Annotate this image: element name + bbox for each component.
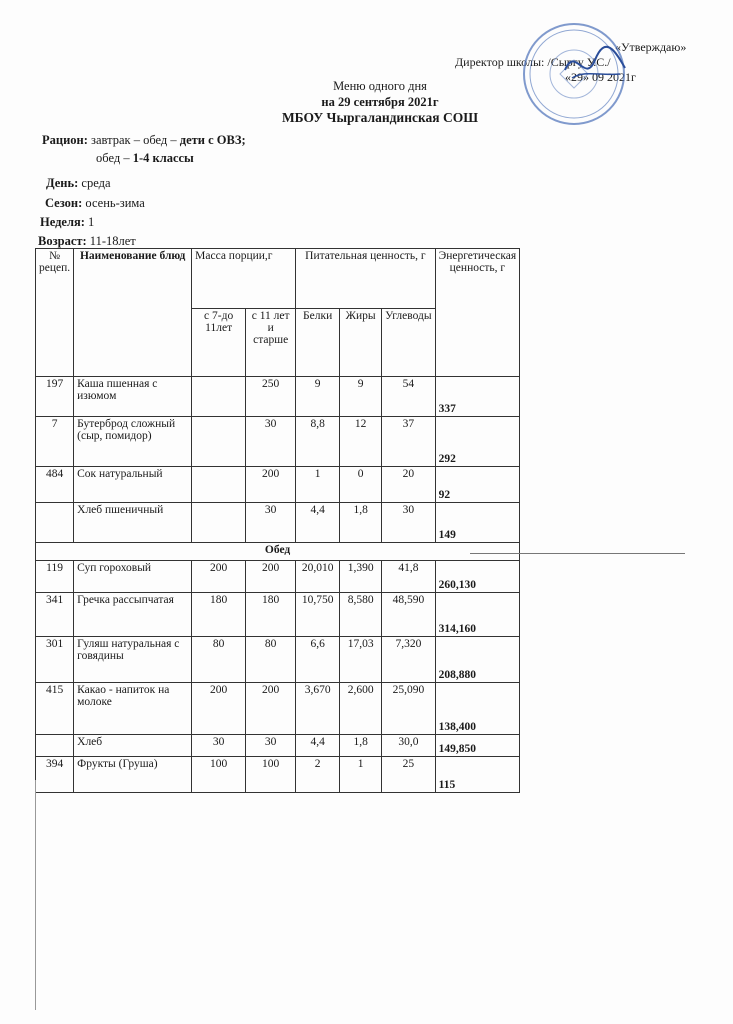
cell-mass-7-11: 30 [192, 735, 246, 757]
cell-mass-11-plus: 30 [246, 735, 296, 757]
breakfast-rows [36, 377, 520, 543]
cell-mass-11-plus: 200 [246, 683, 296, 735]
header-energy: Энергетическая ценность, г [435, 249, 520, 377]
cell-mass-11-plus: 30 [246, 417, 296, 467]
cell-protein: 10,750 [296, 593, 340, 637]
cell-recipe: 301 [36, 637, 74, 683]
cell-fat: 17,03 [340, 637, 382, 683]
ration-line: Рацион: завтрак – обед – дети с ОВЗ; [42, 133, 246, 147]
cell-recipe: 7 [36, 417, 74, 467]
title-line-2: на 29 сентября 2021г [321, 95, 439, 109]
page-fold-line [35, 780, 36, 1010]
cell-carbs: 37 [382, 417, 435, 467]
header-mass-7-11: с 7-до 11лет [192, 309, 246, 377]
ration-line-2: обед – 1-4 классы [96, 151, 194, 165]
table-row [36, 735, 520, 757]
cell-mass-11-plus: 250 [246, 377, 296, 417]
cell-fat: 1,8 [340, 735, 382, 757]
cell-fat: 2,600 [340, 683, 382, 735]
approval-heading: «Утверждаю» [615, 40, 687, 54]
cell-carbs: 30,0 [382, 735, 435, 757]
cell-energy: 115 [435, 757, 520, 793]
cell-mass-7-11: 80 [192, 637, 246, 683]
cell-mass-7-11: 200 [192, 683, 246, 735]
cell-energy: 208,880 [435, 637, 520, 683]
cell-mass-11-plus: 180 [246, 593, 296, 637]
cell-carbs: 20 [382, 467, 435, 503]
cell-recipe [36, 735, 74, 757]
cell-recipe: 197 [36, 377, 74, 417]
cell-mass-11-plus: 80 [246, 637, 296, 683]
header-mass-11-plus: с 11 лет и старше [246, 309, 296, 377]
cell-protein: 20,010 [296, 561, 340, 593]
document-title [180, 78, 580, 126]
day-line: День: среда [46, 176, 111, 190]
cell-protein: 1 [296, 467, 340, 503]
cell-energy: 149 [435, 503, 520, 543]
cell-fat: 1 [340, 757, 382, 793]
cell-mass-7-11: 180 [192, 593, 246, 637]
cell-protein: 6,6 [296, 637, 340, 683]
title-line-1: Меню одного дня [333, 79, 427, 93]
cell-carbs: 25,090 [382, 683, 435, 735]
cell-mass-7-11: 200 [192, 561, 246, 593]
cell-protein: 3,670 [296, 683, 340, 735]
cell-recipe: 415 [36, 683, 74, 735]
cell-name: Каша пшенная с изюмом [74, 377, 192, 417]
header-carbs: Углеводы [382, 309, 435, 377]
cell-name: Фрукты (Груша) [74, 757, 192, 793]
title-line-3: МБОУ Чыргаландинская СОШ [281, 110, 479, 125]
cell-carbs: 54 [382, 377, 435, 417]
cell-protein: 8,8 [296, 417, 340, 467]
cell-name: Гуляш натуральная с говядины [74, 637, 192, 683]
cell-mass-11-plus: 30 [246, 503, 296, 543]
cell-name: Хлеб пшеничный [74, 503, 192, 543]
cell-recipe: 341 [36, 593, 74, 637]
approval-director: Директор школы: /Сыргу У.С./ [455, 55, 611, 69]
cell-mass-7-11 [192, 467, 246, 503]
table-row [36, 683, 520, 735]
cell-recipe: 484 [36, 467, 74, 503]
divider-line [470, 553, 685, 554]
header-nutrition: Питательная ценность, г [296, 249, 435, 309]
cell-name: Бутерброд сложный (сыр, помидор) [74, 417, 192, 467]
cell-name: Сок натуральный [74, 467, 192, 503]
cell-mass-7-11: 100 [192, 757, 246, 793]
cell-carbs: 41,8 [382, 561, 435, 593]
cell-protein: 4,4 [296, 735, 340, 757]
cell-recipe: 119 [36, 561, 74, 593]
cell-fat: 12 [340, 417, 382, 467]
cell-fat: 0 [340, 467, 382, 503]
table-row [36, 467, 520, 503]
cell-energy: 337 [435, 377, 520, 417]
header-name: Наименование блюд [74, 249, 192, 377]
approval-date: «29» 09 2021г [565, 70, 636, 84]
table-row [36, 561, 520, 593]
cell-carbs: 30 [382, 503, 435, 543]
header-mass: Масса порции,г [192, 249, 296, 309]
cell-mass-11-plus: 200 [246, 561, 296, 593]
cell-fat: 9 [340, 377, 382, 417]
cell-mass-7-11 [192, 377, 246, 417]
cell-carbs: 7,320 [382, 637, 435, 683]
season-line: Сезон: осень-зима [45, 196, 145, 210]
cell-energy: 260,130 [435, 561, 520, 593]
menu-table [35, 248, 520, 793]
cell-name: Хлеб [74, 735, 192, 757]
cell-name: Какао - напиток на молоке [74, 683, 192, 735]
table-row [36, 757, 520, 793]
table-row [36, 637, 520, 683]
cell-name: Суп гороховый [74, 561, 192, 593]
cell-fat: 1,8 [340, 503, 382, 543]
cell-protein: 9 [296, 377, 340, 417]
header-recipe: № рецеп. [36, 249, 74, 377]
cell-carbs: 48,590 [382, 593, 435, 637]
cell-fat: 8,580 [340, 593, 382, 637]
table-row [36, 417, 520, 467]
cell-energy: 92 [435, 467, 520, 503]
lunch-rows [36, 561, 520, 793]
cell-protein: 2 [296, 757, 340, 793]
age-line: Возраст: 11-18лет [38, 234, 136, 248]
cell-protein: 4,4 [296, 503, 340, 543]
cell-name: Гречка рассыпчатая [74, 593, 192, 637]
week-line: Неделя: 1 [40, 215, 95, 229]
cell-recipe [36, 503, 74, 543]
cell-recipe: 394 [36, 757, 74, 793]
cell-energy: 292 [435, 417, 520, 467]
cell-energy: 314,160 [435, 593, 520, 637]
cell-energy: 138,400 [435, 683, 520, 735]
table-row [36, 377, 520, 417]
header-fat: Жиры [340, 309, 382, 377]
cell-mass-11-plus: 100 [246, 757, 296, 793]
table-row [36, 503, 520, 543]
cell-carbs: 25 [382, 757, 435, 793]
cell-mass-11-plus: 200 [246, 467, 296, 503]
cell-mass-7-11 [192, 417, 246, 467]
cell-fat: 1,390 [340, 561, 382, 593]
header-protein: Белки [296, 309, 340, 377]
table-row [36, 593, 520, 637]
cell-energy: 149,850 [435, 735, 520, 757]
lunch-section-label: Обед [36, 543, 520, 561]
cell-mass-7-11 [192, 503, 246, 543]
